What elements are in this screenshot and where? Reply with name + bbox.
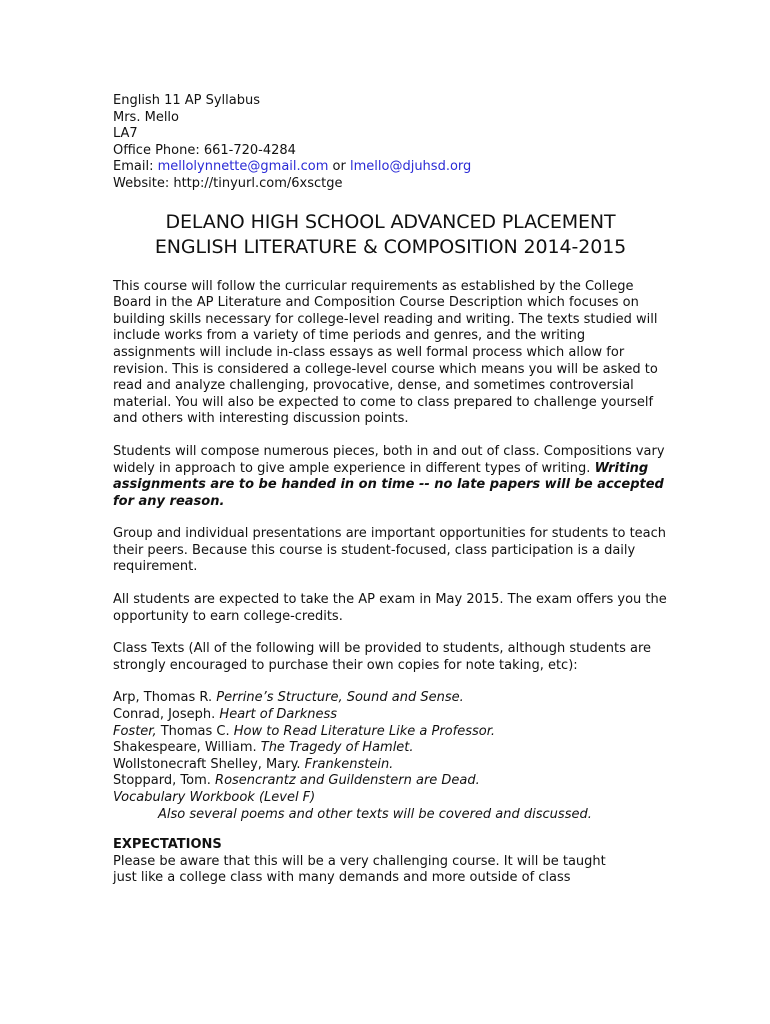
title-line-2: ENGLISH LITERATURE & COMPOSITION 2014-2015 [154, 235, 627, 258]
website-line: Website: http://tinyurl.com/6xsctge [113, 175, 343, 191]
texts-note: Also several poems and other texts will be covered and discussed. [158, 806, 592, 822]
late-papers-warning: Writing assignments are to be handed in on time -- no late papers will be accepted for any reason. [113, 460, 664, 509]
class-texts-list [113, 690, 668, 823]
header-block [113, 93, 668, 193]
email-label: Email: [113, 159, 158, 175]
expectations-heading: EXPECTATIONS [113, 837, 222, 853]
list-item: Stoppard, Tom. Rosencrantz and Guildenstern are Dead. [113, 773, 480, 789]
syllabus-page [113, 93, 668, 887]
document-title [103, 210, 678, 260]
exam-paragraph: All students are expected to take the AP exam in May 2015. The exam offers you the opportunity to earn college-credits. [113, 592, 667, 624]
email-or: or [328, 159, 350, 175]
list-item: Arp, Thomas R. Perrine’s Structure, Sound and Sense. [113, 690, 464, 706]
expectations-line-2: just like a college class with many demands and more outside of class [113, 870, 571, 886]
presentations-paragraph: Group and individual presentations are important opportunities for students to teach their peers. Because this course is student-focused, class participation is a daily requirement. [113, 526, 667, 575]
expectations-line-1: Please be aware that this will be a very challenging course. It will be taught [113, 853, 606, 869]
list-item: Conrad, Joseph. Heart of Darkness [113, 707, 338, 723]
email-link-gmail[interactable]: mellolynnette@gmail.com [157, 159, 329, 175]
list-item: Shakespeare, William. The Tragedy of Hamlet. [113, 740, 414, 756]
course-name: English 11 AP Syllabus [113, 93, 261, 108]
compose-paragraph [113, 444, 668, 510]
email-link-school[interactable]: lmello@djuhsd.org [350, 159, 472, 175]
email-line [113, 159, 668, 176]
list-item: Foster, Thomas C. How to Read Literature Like a Professor. [113, 723, 495, 739]
list-item: Wollstonecraft Shelley, Mary. Frankenstein. [113, 756, 394, 772]
teacher-name: Mrs. Mello [113, 109, 179, 125]
compose-text: Students will compose numerous pieces, both in and out of class. Compositions vary widely in approach to give ample experience in different types of writing. [113, 443, 665, 476]
title-line-1: DELANO HIGH SCHOOL ADVANCED PLACEMENT [165, 210, 616, 233]
office-phone: Office Phone: 661-720-4284 [113, 142, 296, 158]
intro-paragraph: This course will follow the curricular requirements as established by the College Board in the AP Literature and Composition Course Description which focuses on building skills necessary for college-level reading and writing. The texts studied will include works from a variety of time periods and genres, and the writing assignments will include in-class essays as well formal process which allow for revision. This is considered a college-level course which means you will be asked to read and analyze challenging, provocative, dense, and sometimes controversial material. You will also be expected to come to class prepared to challenge yourself and others with interesting discussion points. [113, 278, 658, 427]
list-item: Vocabulary Workbook (Level F) [113, 790, 316, 805]
class-texts-paragraph: Class Texts (All of the following will be provided to students, although students are strongly encouraged to purchase their own copies for note taking, etc): [113, 641, 652, 673]
room-number: LA7 [113, 126, 138, 142]
